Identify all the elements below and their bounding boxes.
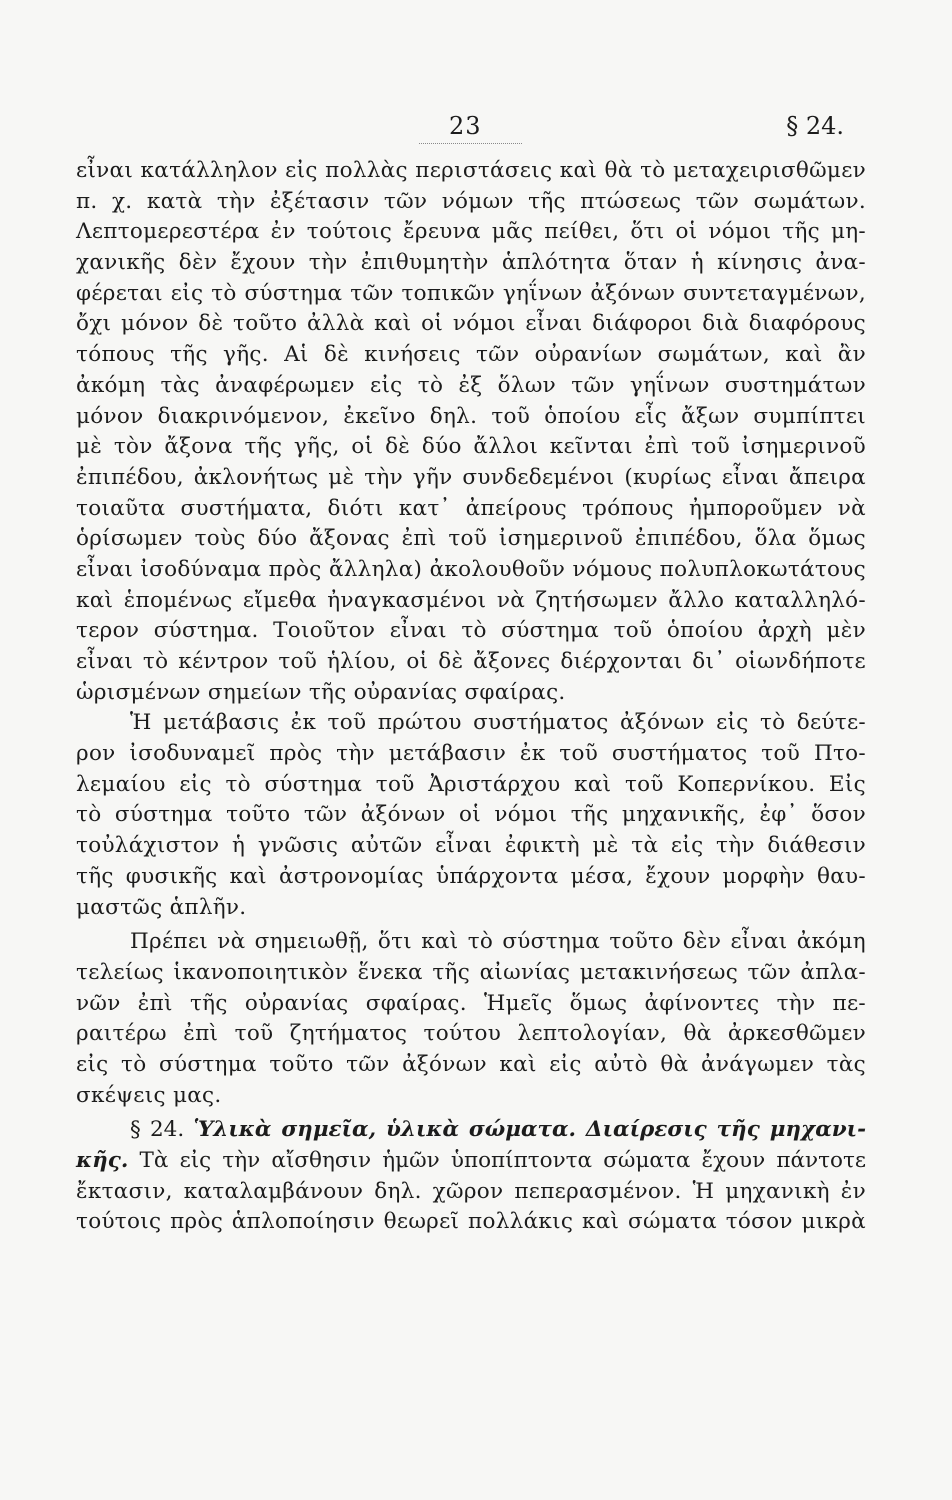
section-heading-continued	[76, 1146, 866, 1177]
text-line: καὶ ἑπομένως εἴμεθα ἠναγκασμένοι νὰ ζητήσωμεν ἄλλο καταλληλό-	[76, 587, 866, 613]
text-line: εἶναι ἰσοδύναμα πρὸς ἄλληλα) ἀκολουθοῦν νόμους πολυπλοκωτάτους	[76, 556, 866, 582]
text-line: ἔκτασιν, καταλαμβάνουν δηλ. χῶρον πεπερασμένον. Ἡ μηχανικὴ ἐν	[76, 1178, 866, 1204]
section-heading	[76, 1115, 866, 1146]
text-line: σκέψεις μας.	[76, 1082, 222, 1108]
text-line: ὡρισμένων σημείων τῆς οὐρανίας σφαίρας.	[76, 679, 566, 705]
text-line: ὄχι μόνον δὲ τοῦτο ἀλλὰ καὶ οἱ νόμοι εἶναι διάφοροι διὰ διαφόρους	[76, 311, 866, 337]
text-line: τὸ σύστημα τοῦτο τῶν ἀξόνων οἱ νόμοι τῆς μηχανικῆς, ἐφ᾽ ὅσον	[76, 802, 866, 828]
text-line: τόπους τῆς γῆς. Αἱ δὲ κινήσεις τῶν οὐρανίων σωμάτων, καὶ ἂν	[76, 342, 866, 368]
text-line: π. χ. κατὰ τὴν ἐξέτασιν τῶν νόμων τῆς πτώσεως τῶν σωμάτων.	[76, 188, 866, 214]
body-text	[76, 156, 866, 1238]
section-title-end: κῆς.	[76, 1148, 129, 1173]
text-line: εἶναι κατάλληλον εἰς πολλὰς περιστάσεις καὶ θὰ τὸ μεταχειρισθῶμεν	[76, 158, 866, 183]
running-section-mark: § 24.	[786, 112, 844, 140]
text-line: τούτοις πρὸς ἁπλοποίησιν θεωρεῖ πολλάκις καὶ σώματα τόσον μικρὰ	[76, 1209, 866, 1235]
text-line: φέρεται εἰς τὸ σύστημα τῶν τοπικῶν γηΐνων ἀξόνων συντεταγμένων,	[76, 280, 866, 306]
paragraph-2	[76, 708, 866, 923]
text-line: μόνον διακρινόμενον, ἐκεῖνο δηλ. τοῦ ὁποίου εἷς ἄξων συμπίπτει	[76, 403, 866, 429]
section-24	[76, 1115, 866, 1238]
page-number: 23	[449, 112, 482, 140]
text-line: νῶν ἐπὶ τῆς οὐρανίας σφαίρας. Ἡμεῖς ὅμως ἀφίνοντες τὴν πε-	[76, 990, 866, 1016]
text-line: τερον σύστημα. Τοιοῦτον εἶναι τὸ σύστημα τοῦ ὁποίου ἀρχὴ μὲν	[76, 618, 866, 644]
text-line: Πρέπει νὰ σημειωθῇ, ὅτι καὶ τὸ σύστημα τοῦτο δὲν εἶναι ἀκόμη	[130, 929, 866, 955]
text-line: ἐπιπέδου, ἀκλονήτως μὲ τὴν γῆν συνδεδεμένοι (κυρίως εἶναι ἄπειρα	[76, 464, 866, 490]
section-title: Ὑλικὰ σημεῖα, ὑλικὰ σώματα. Διαίρεσις τῆς μηχανι-	[193, 1117, 866, 1143]
text-line: εἶναι τὸ κέντρον τοῦ ἡλίου, οἱ δὲ ἄξονες διέρχονται δι᾽ οἱωνδήποτε	[76, 649, 866, 674]
paragraph-3	[76, 927, 866, 1111]
text-line: ρον ἰσοδυναμεῖ πρὸς τὴν μετάβασιν ἐκ τοῦ συστήματος τοῦ Πτο-	[76, 741, 866, 767]
text-line: ραιτέρω ἐπὶ τοῦ ζητήματος τούτου λεπτολογίαν, θὰ ἀρκεσθῶμεν	[76, 1021, 866, 1047]
text-line: ἀκόμη τὰς ἀναφέρωμεν εἰς τὸ ἐξ ὅλων τῶν γηΐνων συστημάτων	[76, 372, 866, 398]
text-line: εἰς τὸ σύστημα τοῦτο τῶν ἀξόνων καὶ εἰς αὐτὸ θὰ ἀνάγωμεν τὰς	[76, 1051, 866, 1077]
text-line: χανικῆς δὲν ἔχουν τὴν ἐπιθυμητὴν ἁπλότητα ὅταν ἡ κίνησις ἀνα-	[76, 250, 866, 276]
text-line: ὁρίσωμεν τοὺς δύο ἄξονας ἐπὶ τοῦ ἰσημερινοῦ ἐπιπέδου, ὅλα ὅμως	[76, 526, 866, 552]
text-line: μὲ τὸν ἄξονα τῆς γῆς, οἱ δὲ δύο ἄλλοι κεῖνται ἐπὶ τοῦ ἰσημερινοῦ	[76, 434, 866, 460]
text-line: τοὐλάχιστον ἡ γνῶσις αὐτῶν εἶναι ἐφικτὴ μὲ τὰ εἰς τὴν διάθεσιν	[76, 833, 866, 859]
text-line: τῆς φυσικῆς καὶ ἀστρονομίας ὑπάρχοντα μέσα, ἔχουν μορφὴν θαυ-	[76, 863, 866, 889]
section-text-start: Τὰ εἰς τὴν αἴσθησιν ἡμῶν ὑποπίπτοντα σώματα ἔχουν πάντοτε	[139, 1148, 866, 1173]
text-line: Ἡ μετάβασις ἐκ τοῦ πρώτου συστήματος ἀξόνων εἰς τὸ δεύτε-	[130, 710, 866, 736]
section-number: § 24.	[130, 1117, 185, 1143]
text-line: τοιαῦτα συστήματα, διότι κατ᾽ ἀπείρους τρόπους ἠμποροῦμεν νὰ	[76, 495, 866, 521]
paragraph-1	[76, 156, 866, 708]
text-line: μαστῶς ἁπλῆν.	[76, 894, 247, 920]
text-line: τελείως ἱκανοποιητικὸν ἕνεκα τῆς αἰωνίας μετακινήσεως τῶν ἀπλα-	[76, 959, 866, 985]
text-line: Λεπτομερεστέρα ἐν τούτοις ἔρευνα μᾶς πείθει, ὅτι οἱ νόμοι τῆς μη-	[76, 219, 866, 245]
text-line: λεμαίου εἰς τὸ σύστημα τοῦ Ἀριστάρχου καὶ τοῦ Κοπερνίκου. Εἰς	[76, 771, 866, 797]
